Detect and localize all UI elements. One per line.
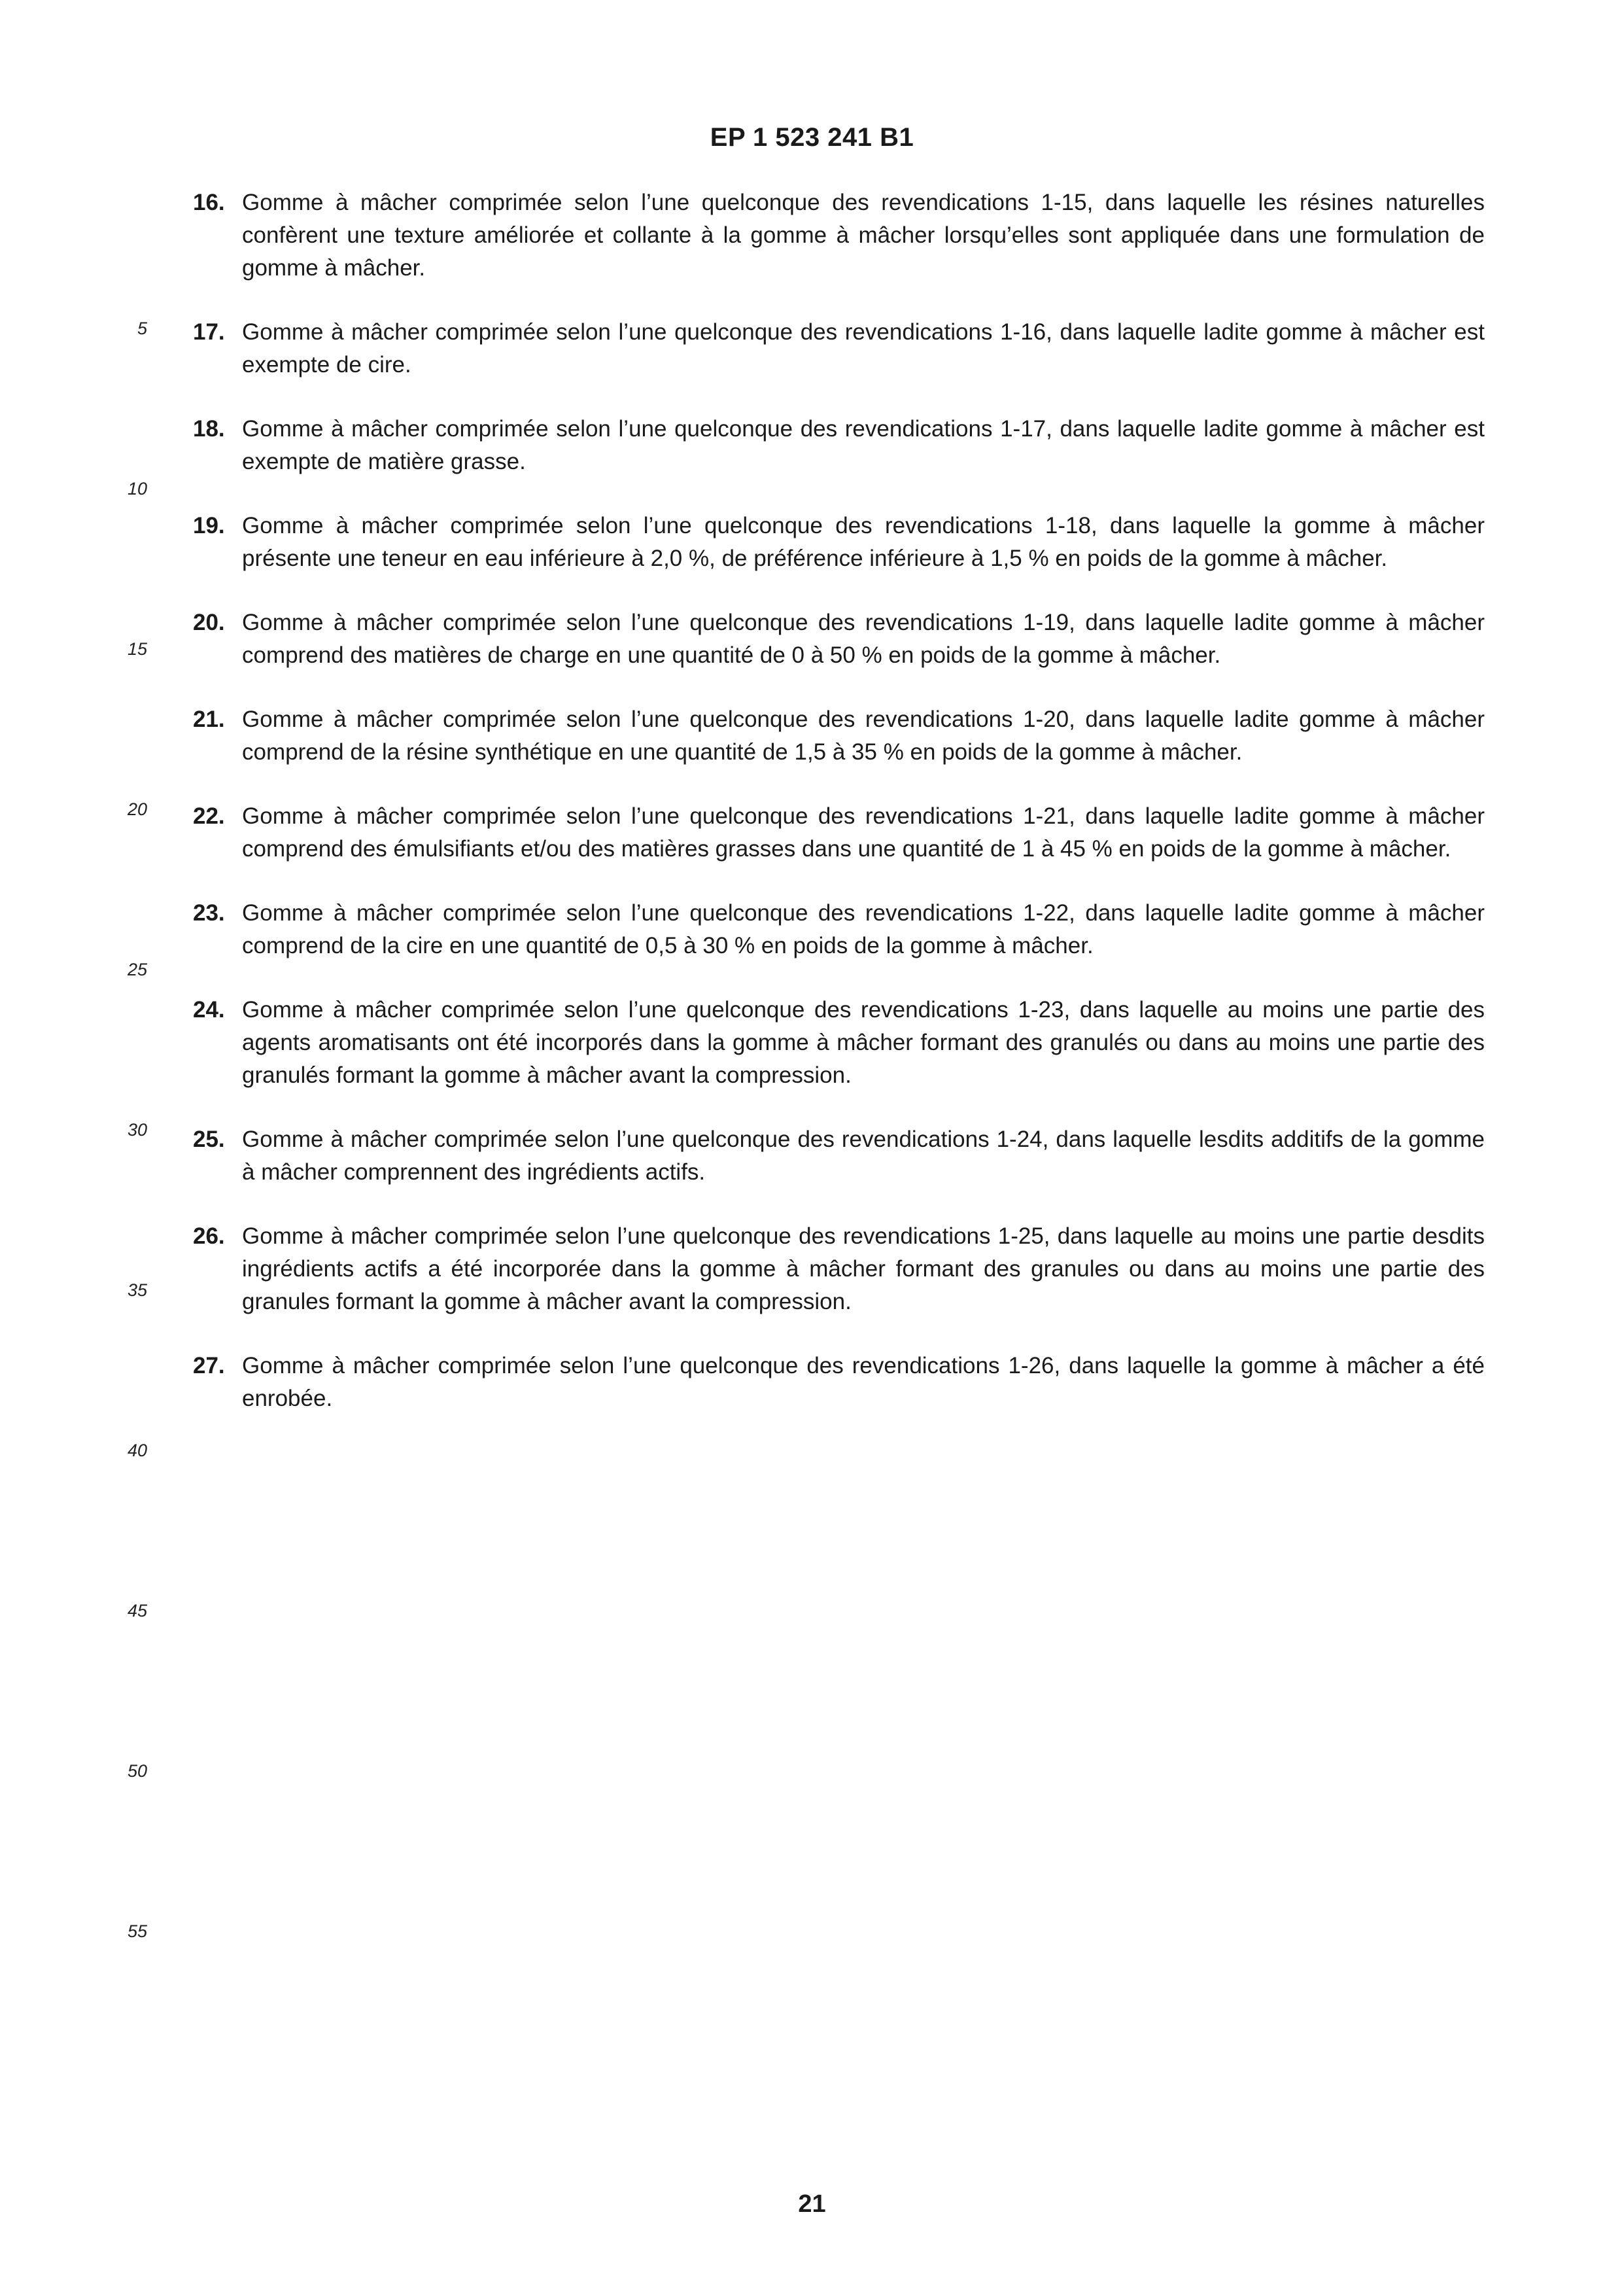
claim-text: Gomme à mâcher comprimée selon l’une quelconque des revendications 1-16, dans laquelle ladite gomme à mâcher est exempte de cire. (242, 319, 1485, 377)
claim-19 (193, 510, 1485, 575)
line-number-40: 40 (127, 1441, 147, 1460)
claim-text: Gomme à mâcher comprimée selon l’une quelconque des revendications 1-22, dans laquelle ladite gomme à mâcher comprend de la cire en une quantité de 0,5 à 30 % en poids de la gomme à mâcher. (242, 900, 1485, 958)
line-number-10: 10 (127, 479, 147, 499)
margin-line-numbers (0, 0, 170, 2295)
claim-text: Gomme à mâcher comprimée selon l’une quelconque des revendications 1-15, dans laquelle les résines naturelles confèrent une texture améliorée et collante à la gomme à mâcher lorsqu’elles sont appliquée dans une formulation de gomme à mâcher. (242, 190, 1485, 281)
line-number-45: 45 (127, 1601, 147, 1621)
claim-26 (193, 1220, 1485, 1318)
claims-list (193, 186, 1485, 1446)
claim-23 (193, 897, 1485, 962)
claim-text: Gomme à mâcher comprimée selon l’une quelconque des revendications 1-23, dans laquelle au moins une partie des agents aromatisants ont été incorporés dans la gomme à mâcher formant des granulés ou dans au moins une partie des granulés formant la gomme à mâcher avant la compression. (242, 997, 1485, 1088)
claim-number: 27. (193, 1353, 225, 1378)
claim-text: Gomme à mâcher comprimée selon l’une quelconque des revendications 1-18, dans laquelle la gomme à mâcher présente une teneur en eau inférieure à 2,0 %, de préférence inférieure à 1,5 % en poids de la gomme à mâcher. (242, 513, 1485, 571)
claim-22 (193, 800, 1485, 866)
claim-text: Gomme à mâcher comprimée selon l’une quelconque des revendications 1-19, dans laquelle ladite gomme à mâcher comprend des matières de charge en une quantité de 0 à 50 % en poids de la gomme à mâcher. (242, 610, 1485, 668)
patent-number-header: EP 1 523 241 B1 (710, 123, 914, 152)
claim-number: 22. (193, 803, 225, 829)
claim-number: 18. (193, 416, 225, 442)
line-number-50: 50 (127, 1761, 147, 1781)
claim-number: 20. (193, 610, 225, 635)
claim-24 (193, 994, 1485, 1092)
claim-text: Gomme à mâcher comprimée selon l’une quelconque des revendications 1-26, dans laquelle la gomme à mâcher a été enrobée. (242, 1353, 1485, 1411)
claim-number: 25. (193, 1127, 225, 1152)
claim-17 (193, 316, 1485, 381)
claim-number: 23. (193, 900, 225, 926)
claim-number: 16. (193, 190, 225, 215)
claim-text: Gomme à mâcher comprimée selon l’une quelconque des revendications 1-24, dans laquelle lesdits additifs de la gomme à mâcher comprennent des ingrédients actifs. (242, 1127, 1485, 1185)
claim-20 (193, 606, 1485, 672)
claim-21 (193, 703, 1485, 769)
line-number-35: 35 (127, 1280, 147, 1300)
claim-25 (193, 1123, 1485, 1189)
claim-number: 19. (193, 513, 225, 538)
line-number-15: 15 (127, 639, 147, 659)
line-number-25: 25 (127, 960, 147, 979)
claim-16 (193, 186, 1485, 285)
claim-number: 17. (193, 319, 225, 345)
claim-text: Gomme à mâcher comprimée selon l’une quelconque des revendications 1-21, dans laquelle ladite gomme à mâcher comprend des émulsifiants et/ou des matières grasses dans une quantité de 1 à 45 % en poids de la gomme à mâcher. (242, 803, 1485, 862)
line-number-30: 30 (127, 1120, 147, 1140)
claim-text: Gomme à mâcher comprimée selon l’une quelconque des revendications 1-17, dans laquelle ladite gomme à mâcher est exempte de matière grasse. (242, 416, 1485, 474)
claim-number: 21. (193, 707, 225, 732)
page-number: 21 (798, 2190, 826, 2218)
claim-27 (193, 1350, 1485, 1415)
claim-text: Gomme à mâcher comprimée selon l’une quelconque des revendications 1-20, dans laquelle ladite gomme à mâcher comprend de la résine synthétique en une quantité de 1,5 à 35 % en poids de la gomme à mâcher. (242, 707, 1485, 765)
line-number-20: 20 (127, 799, 147, 819)
claim-18 (193, 413, 1485, 478)
claim-text: Gomme à mâcher comprimée selon l’une quelconque des revendications 1-25, dans laquelle au moins une partie desdits ingrédients actifs a été incorporée dans la gomme à mâcher formant des granules ou dans au moins une partie des granules formant la gomme à mâcher avant la compression. (242, 1223, 1485, 1314)
line-number-5: 5 (137, 319, 147, 338)
line-number-55: 55 (127, 1921, 147, 1941)
claim-number: 24. (193, 997, 225, 1023)
claim-number: 26. (193, 1223, 225, 1249)
